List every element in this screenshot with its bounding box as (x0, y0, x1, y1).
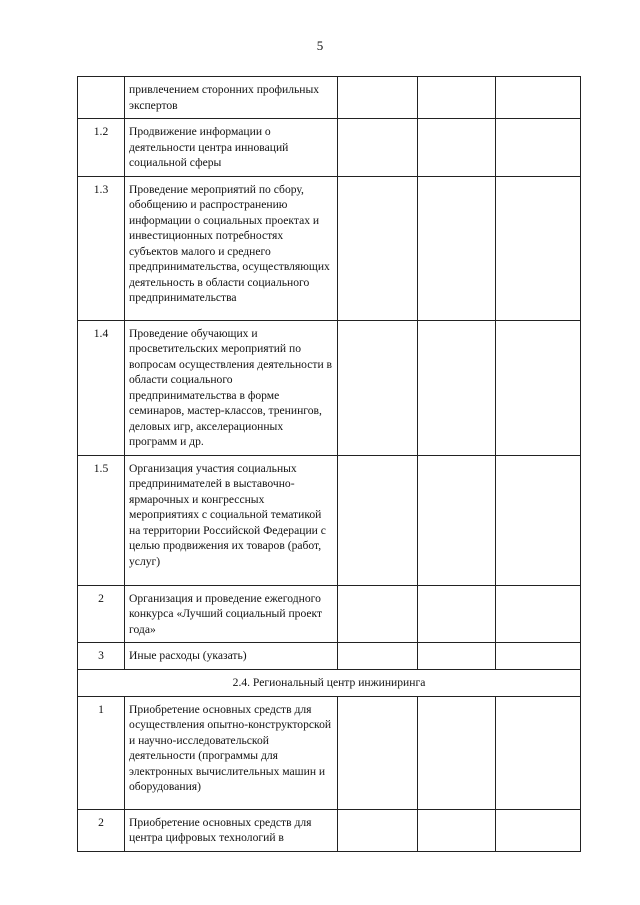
value-cell (338, 455, 418, 585)
value-cell (418, 119, 496, 177)
value-cell (418, 696, 496, 809)
value-cell (418, 77, 496, 119)
table-row (78, 77, 581, 119)
value-cell (496, 643, 581, 670)
value-cell (496, 696, 581, 809)
row-description: Проведение обучающих и просветительских мероприятий по вопросам осуществления деятельности в области социального предпринимательства в форме семинаров, мастер-классов, тренингов, деловых игр, акселерационных программ и др. (125, 320, 338, 455)
value-cell (338, 176, 418, 320)
value-cell (338, 696, 418, 809)
value-cell (418, 320, 496, 455)
value-cell (338, 320, 418, 455)
row-description: Иные расходы (указать) (125, 643, 338, 670)
value-cell (338, 585, 418, 643)
value-cell (496, 119, 581, 177)
value-cell (338, 809, 418, 851)
section-title: 2.4. Региональный центр инжиниринга (78, 669, 581, 696)
table-row (78, 176, 581, 320)
section-header-row (78, 669, 581, 696)
table-row (78, 809, 581, 851)
row-description: Приобретение основных средств для центра цифровых технологий в (125, 809, 338, 851)
row-number: 2 (78, 809, 125, 851)
expense-table (77, 76, 581, 852)
value-cell (496, 176, 581, 320)
table-row (78, 119, 581, 177)
value-cell (496, 77, 581, 119)
row-description: Проведение мероприятий по сбору, обобщению и распространению информации о социальных проектах и инвестиционных потребностях субъектов малого и среднего предпринимательства, осуществляющих деятельность в области социального предпринимательства (125, 176, 338, 320)
row-description: Организация и проведение ежегодного конкурса «Лучший социальный проект года» (125, 585, 338, 643)
table-row (78, 643, 581, 670)
row-description: привлечением сторонних профильных экспертов (125, 77, 338, 119)
row-number (78, 77, 125, 119)
value-cell (418, 643, 496, 670)
table-row (78, 320, 581, 455)
value-cell (496, 809, 581, 851)
row-number: 3 (78, 643, 125, 670)
value-cell (338, 643, 418, 670)
row-description: Приобретение основных средств для осуществления опытно-конструкторской и научно-исследовательской деятельности (программы для электронных вычислительных машин и оборудования) (125, 696, 338, 809)
row-number: 2 (78, 585, 125, 643)
table-row (78, 455, 581, 585)
value-cell (496, 455, 581, 585)
value-cell (418, 176, 496, 320)
value-cell (418, 809, 496, 851)
row-description: Продвижение информации о деятельности центра инноваций социальной сферы (125, 119, 338, 177)
row-number: 1.5 (78, 455, 125, 585)
table-row (78, 696, 581, 809)
page-number: 5 (316, 38, 324, 53)
row-number: 1.2 (78, 119, 125, 177)
row-description: Организация участия социальных предпринимателей в выставочно-ярмарочных и конгрессных мероприятиях с социальной тематикой на территории Российской Федерации с целью продвижения их товаров (работ, услуг) (125, 455, 338, 585)
row-number: 1.3 (78, 176, 125, 320)
value-cell (496, 585, 581, 643)
row-number: 1 (78, 696, 125, 809)
value-cell (496, 320, 581, 455)
value-cell (338, 119, 418, 177)
value-cell (418, 455, 496, 585)
table-row (78, 585, 581, 643)
value-cell (418, 585, 496, 643)
value-cell (338, 77, 418, 119)
row-number: 1.4 (78, 320, 125, 455)
